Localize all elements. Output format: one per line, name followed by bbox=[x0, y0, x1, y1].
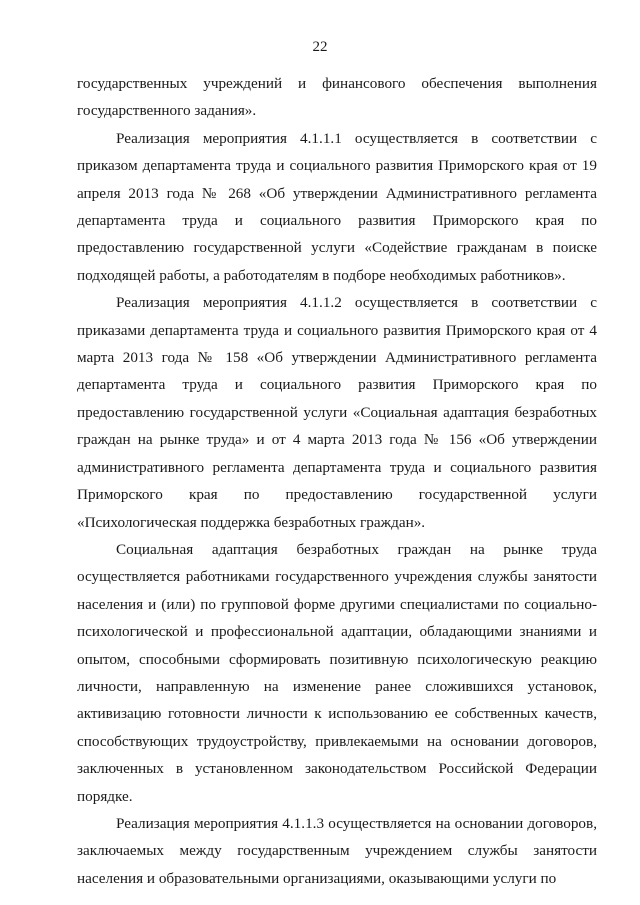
body-text bbox=[77, 70, 597, 892]
page-number: 22 bbox=[312, 39, 328, 55]
paragraph-continuation: государственных учреждений и финансового обеспечения выполнения государственного задания». bbox=[77, 75, 597, 120]
paragraph-measure-4-1-1-2: Реализация мероприятия 4.1.1.2 осуществляется в соответствии с приказами департамента труда и социального развития Приморского края от 4 марта 2013 года № 158 «Об утверждении Административного регламента департамента труда и социального развития Приморского края по предоставлению государственной услуги «Социальная адаптация безработных граждан на рынке труда» и от 4 марта 2013 года № 156 «Об утверждении административного регламента департамента труда и социального развития Приморского края по предоставлению государственной услуги «Психологическая поддержка безработных граждан». bbox=[77, 294, 597, 531]
paragraph-measure-4-1-1-1: Реализация мероприятия 4.1.1.1 осуществляется в соответствии с приказом департамента труда и социального развития Приморского края от 19 апреля 2013 года № 268 «Об утверждении Административного регламента департамента труда и социального развития Приморского края по предоставлению государственной услуги «Содействие гражданам в поиске подходящей работы, а работодателям в подборе необходимых работников». bbox=[77, 129, 597, 284]
paragraph-social-adaptation: Социальная адаптация безработных граждан на рынке труда осуществляется работниками государственного учреждения службы занятости населения и (или) по групповой форме другими специалистами по социально-психологической и профессиональной адаптации, обладающими знаниями и опытом, способными сформировать позитивную психологическую реакцию личности, направленную на изменение ранее сложившихся установок, активизацию готовности личности к использованию ее собственных качеств, способствующих трудоустройству, привлекаемыми на основании договоров, заключенных в установленном законодательством Российской Федерации порядке. bbox=[77, 540, 597, 805]
paragraph-measure-4-1-1-3: Реализация мероприятия 4.1.1.3 осуществляется на основании договоров, заключаемых между государственным учреждением службы занятости населения и образовательными организациями, оказывающими услуги по bbox=[77, 814, 597, 887]
